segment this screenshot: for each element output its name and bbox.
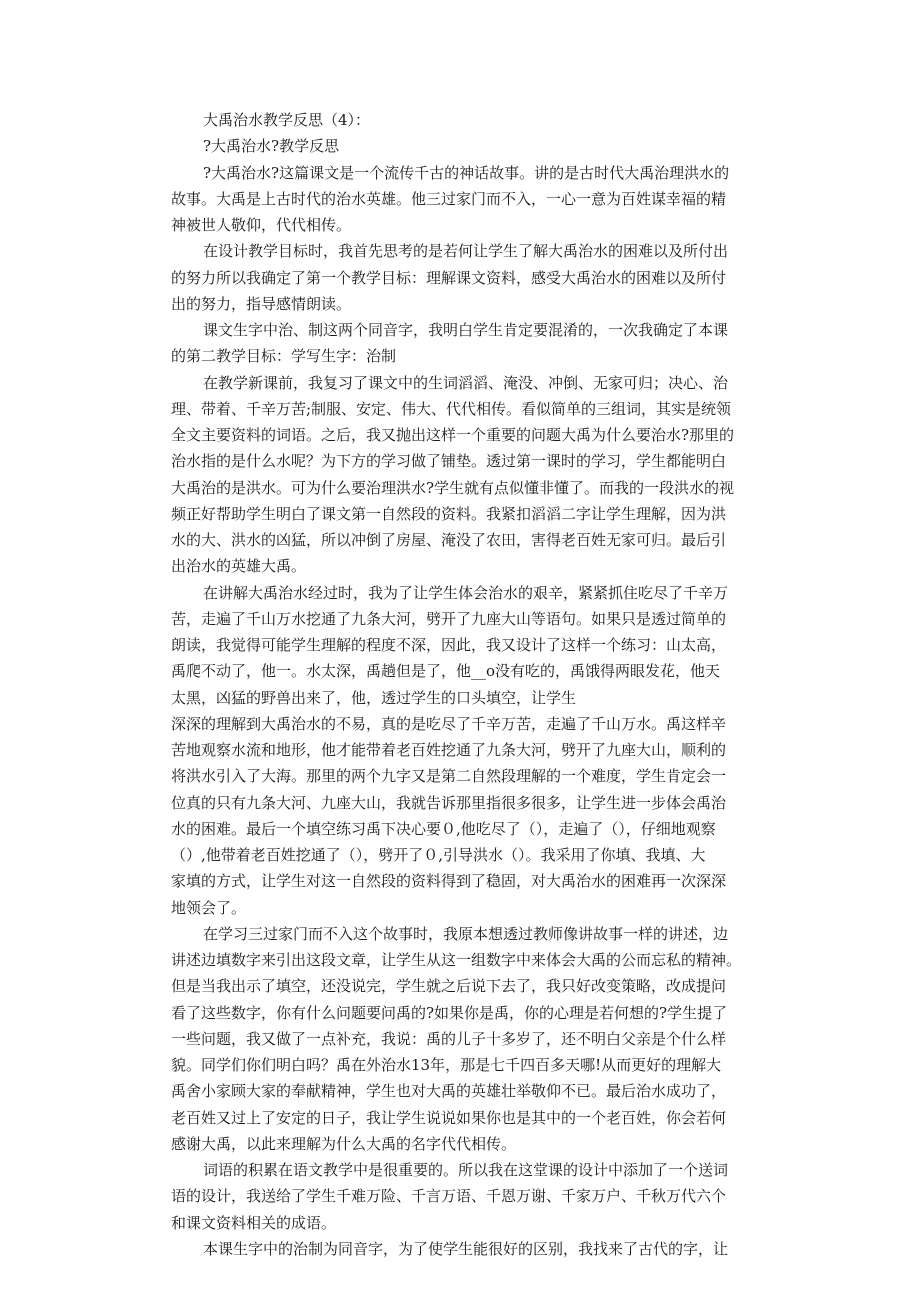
text-line: 貌。同学们你们明白吗？禹在外治水13年，那是七千四百多天哪!从而更好的理解大 bbox=[171, 1056, 722, 1074]
document-body bbox=[171, 107, 751, 1262]
text-line: 课文生字中治、制这两个同音字，我明白学生肯定要混淆的，一次我确定了本课 bbox=[203, 321, 729, 339]
text-line: 禹爬不动了，他一。水太深，禹趟但是了，他__o没有吃的，禹饿得两眼发花，他天 bbox=[171, 662, 721, 681]
text-line: 位真的只有九条大河、九座大山，我就告诉那里指很多很多，让学生进一步体会禹治 bbox=[171, 793, 727, 812]
text-line: 感谢大禹，以此来理解为什么大禹的名字代代相传。 bbox=[171, 1134, 517, 1153]
text-line: 但是当我出示了填空，还没说完，学生就之后说下去了，我只好改变策略，改成提问 bbox=[171, 977, 727, 996]
text-line: 在教学新课前，我复习了课文中的生词滔滔、淹没、冲倒、无家可归；决心、治 bbox=[203, 373, 729, 392]
text-line: 苦，走遍了千山万水挖通了九条大河，劈开了九座大山等语句。如果只是透过简单的 bbox=[171, 609, 727, 628]
text-line: 朗读，我觉得可能学生理解的程度不深，因此，我又设计了这样一个练习：山太高， bbox=[171, 636, 727, 654]
text-line: 治水指的是什么水呢？为下方的学习做了铺垫。透过第一课时的学习，学生都能明白 bbox=[171, 452, 727, 471]
text-line: 全文主要资料的词语。之后，我又抛出这样一个重要的问题大禹为什么要治水?那里的 bbox=[171, 426, 735, 444]
text-line: 和课文资料相关的成语。 bbox=[171, 1213, 337, 1232]
text-line: 理、带着、千辛万苦;制服、安定、伟大、代代相传。看似简单的三组词，其实是统领 bbox=[171, 399, 732, 418]
document-subtitle: ?大禹治水?教学反思 bbox=[203, 137, 340, 156]
text-line: ?大禹治水?这篇课文是一个流传千古的神话故事。讲的是古时代大禹治理洪水的 bbox=[203, 163, 730, 182]
text-line: 出的努力，指导感情朗读。 bbox=[171, 294, 352, 313]
text-line: 频正好帮助学生明白了课文第一自然段的资料。我紧扣滔滔二字让学生理解，因为洪 bbox=[171, 504, 727, 523]
text-line: 的第二教学目标：学写生字：治制 bbox=[171, 347, 397, 366]
text-line: 将洪水引入了大海。那里的两个九字又是第二自然段理解的一个难度，学生肯定会一 bbox=[171, 767, 727, 786]
text-line: 的努力所以我确定了第一个教学目标：理解课文资料，感受大禹治水的困难以及所付 bbox=[171, 268, 727, 287]
text-line: 苦地观察水流和地形，他才能带着老百姓挖通了九条大河，劈开了九座大山，顺利的 bbox=[171, 741, 727, 759]
text-line: 禹舍小家顾大家的奉献精神，学生也对大禹的英雄壮举敬仰不已。最后治水成功了， bbox=[171, 1082, 727, 1101]
text-line: 一些问题，我又做了一点补充，我说：禹的儿子十多岁了，还不明白父亲是个什么样 bbox=[171, 1029, 727, 1048]
text-line: 在设计教学目标时，我首先思考的是若何让学生了解大禹治水的困难以及所付出 bbox=[203, 242, 729, 261]
text-line: 看了这些数字，你有什么问题要问禹的?如果你是禹，你的心理是若何想的?学生提了 bbox=[171, 1003, 728, 1022]
text-line: 地领会了。 bbox=[171, 898, 247, 917]
text-line: 出治水的英雄大禹。 bbox=[171, 557, 307, 576]
text-line: 太黑，凶猛的野兽出来了，他，透过学生的口头填空，让学生 bbox=[171, 688, 577, 707]
text-line: 在讲解大禹治水经过时，我为了让学生体会治水的艰辛，紧紧抓住吃尽了千辛万 bbox=[203, 583, 729, 602]
text-line: 神被世人敬仰，代代相传。 bbox=[171, 216, 352, 234]
text-line: 水的困难。最后一个填空练习禹下决心要０,他吃尽了（），走遍了（），仔细地观察 bbox=[171, 819, 716, 838]
text-line: 讲述边填数字来引出这段文章，让学生从这一组数字中来体会大禹的公而忘私的精神。 bbox=[171, 951, 742, 969]
text-line: 在学习三过家门而不入这个故事时，我原本想透过教师像讲故事一样的讲述，边 bbox=[203, 924, 729, 943]
text-line: 语的设计，我送给了学生千难万险、千言万语、千恩万谢、千家万户、千秋万代六个 bbox=[171, 1187, 727, 1206]
text-line: 故事。大禹是上古时代的治水英雄。他三过家门而不入，一心一意为百姓谋幸福的精 bbox=[171, 189, 727, 208]
text-line: （）,他带着老百姓挖通了（），劈开了０,引导洪水（）。我采用了你填、我填、大 bbox=[171, 846, 706, 864]
text-line: 词语的积累在语文教学中是很重要的。所以我在这堂课的设计中添加了一个送词 bbox=[203, 1161, 729, 1179]
text-line: 水的大、洪水的凶猛，所以冲倒了房屋、淹没了农田，害得老百姓无家可归。最后引 bbox=[171, 531, 727, 549]
document-heading: 大禹治水教学反思（4）： bbox=[203, 111, 371, 129]
text-line: 深深的理解到大禹治水的不易，真的是吃尽了千辛万苦，走遍了千山万水。禹这样辛 bbox=[171, 714, 727, 733]
text-line: 大禹治的是洪水。可为什么要治理洪水?学生就有点似懂非懂了。而我的一段洪水的视 bbox=[171, 478, 735, 497]
text-line: 本课生字中的治制为同音字，为了使学生能很好的区别，我找来了古代的字，让 bbox=[203, 1239, 729, 1258]
text-line: 老百姓又过上了安定的日子，我让学生说说如果你也是其中的一个老百姓，你会若何 bbox=[171, 1108, 727, 1127]
text-line: 家填的方式，让学生对这一自然段的资料得到了稳固，对大禹治水的困难再一次深深 bbox=[171, 872, 727, 891]
